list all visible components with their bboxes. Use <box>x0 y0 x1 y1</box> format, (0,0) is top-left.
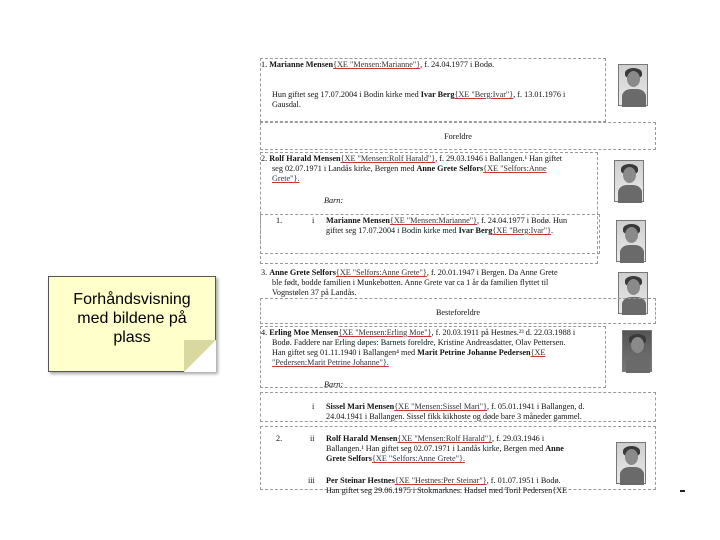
child-4-1-roman: i <box>312 402 315 411</box>
callout-line-1: Forhåndsvisning <box>73 291 191 308</box>
entry-3-number: 3. <box>261 268 268 277</box>
entry-2-marriage: seg 02.07.1971 i Landås kirke, Bergen med <box>272 164 417 173</box>
entry-1-marriage: Hun giftet seg 17.07.2004 i Bodin kirke med <box>272 90 421 99</box>
child-4-2-spouse-start: Anne <box>545 444 564 453</box>
entry-1-spouse: Ivar Berg <box>420 90 455 99</box>
child-4-3-birth: , f. 01.07.1951 i Bodø. <box>486 476 561 485</box>
entry-4-children-label: Barn: <box>324 380 344 389</box>
entry-3-birth: , f. 20.01.1947 i Bergen. Da Anne Grete <box>426 268 558 277</box>
child-4-2-birth: , f. 29.03.1946 i <box>492 434 545 443</box>
child-2-1-spouse: Ivar Berg <box>458 226 493 235</box>
child-4-1-line-2: 24.04.1941 i Ballangen. Sissel fikk kikhoste og døde bare 3 måneder gammel. <box>326 412 582 421</box>
entry-2-number: 2. <box>261 154 268 163</box>
portrait-photo-rolf-child <box>616 442 646 484</box>
child-2-1-end: . <box>551 226 554 235</box>
child-4-3-xe: {XE "Hestnes:Per Steinar"} <box>394 476 487 485</box>
entry-4-name: Erling Moe Mensen <box>269 328 339 337</box>
entry-3-xe: {XE "Selfors:Anne Grete"} <box>335 268 427 277</box>
entry-3-line-2: ble født, bodde familien i Munkebotten. Anne Grete var ca 1 år da familien flyttet til <box>272 278 549 287</box>
portrait-photo-marianne-child <box>616 220 646 262</box>
entry-2-name: Rolf Harald Mensen <box>269 154 341 163</box>
entry-1-birth: , f. 24.04.1977 i Bodø. <box>420 60 495 69</box>
child-4-2-xe: {XE "Mensen:Rolf Harald"} <box>397 434 493 443</box>
entry-1-spouse-birth: , f. 13.01.1976 i <box>513 90 566 99</box>
preview-callout-note <box>48 276 216 372</box>
section-heading-foreldre: Foreldre <box>444 132 472 141</box>
callout-line-3: plass <box>113 329 151 346</box>
entry-2-children-label: Barn: <box>324 196 344 205</box>
callout-folded-corner <box>184 340 216 372</box>
child-4-2-line-2: Ballangen.¹ Han giftet seg 02.07.1971 i Landås kirke, Bergen med <box>326 444 546 453</box>
portrait-photo-marianne <box>618 64 648 106</box>
child-4-1-birth: , f. 05.01.1941 i Ballangen, d. <box>487 402 585 411</box>
portrait-photo-erling <box>622 330 652 372</box>
callout-line-2: med bildene på <box>77 310 187 327</box>
entry-4-number: 4. <box>261 328 268 337</box>
entry-4-birth: , f. 20.03.1911 på Hestnes.²³ d. 22.03.1988 i <box>431 328 576 337</box>
entry-4-spouse-xe: {XE <box>530 348 546 357</box>
child-4-3-line-2: Han giftet seg 29.06.1975 i Stokmarknes. Hadsel med Toril Pedersen{XE <box>326 486 568 495</box>
child-4-2-roman: ii <box>310 434 315 443</box>
child-4-2-spouse-xe: {XE "Selfors:Anne Grete"}. <box>372 454 465 463</box>
entry-4-spouse: Marit Petrine Johanne Pedersen <box>417 348 531 357</box>
child-2-1-spouse-xe: {XE "Berg:Ivar"} <box>492 226 552 235</box>
child-2-1-birth: , f. 24.04.1977 i Bodø. Hun <box>476 216 568 225</box>
entry-1-spouse-xe: {XE "Berg:Ivar"} <box>454 90 514 99</box>
portrait-photo-rolf <box>614 160 644 202</box>
entry-4-xe: {XE "Mensen:Erling Moe"} <box>338 328 432 337</box>
entry-3-name: Anne Grete Selfors <box>269 268 336 277</box>
entry-2-xe: {XE "Mensen:Rolf Harald"} <box>340 154 436 163</box>
child-2-1-number: 1. <box>276 216 283 225</box>
entry-2-spouse-xe-end: Grete"}. <box>272 174 300 183</box>
entry-4-marriage: Han giftet seg 01.11.1940 i Ballangen⁴ med <box>272 348 418 357</box>
entry-2-spouse: Anne Grete Selfors <box>416 164 484 173</box>
document-page <box>258 50 688 495</box>
child-4-1-xe: {XE "Mensen:Sissel Mari"} <box>394 402 488 411</box>
child-4-2-spouse: Grete Selfors <box>326 454 372 463</box>
child-4-1-name: Sissel Mari Mensen <box>326 402 395 411</box>
entry-4-line-2: Bodø. Faddere nar Erling døpes: Barnets foreldre, Kristine Andreasdatter, Olav Pettersen. <box>272 338 566 347</box>
entry-3-line-3: Vognstølen 37 på Landås. <box>272 288 357 297</box>
entry-2-spouse-xe: {XE "Selfors:Anne <box>483 164 547 173</box>
child-4-3-roman: iii <box>308 476 315 485</box>
entry-4-spouse-xe-end: "Pedersen:Marit Petrine Johanne"}. <box>272 358 389 367</box>
child-2-1-marriage: giftet seg 17.07.2004 i Bodin kirke med <box>326 226 459 235</box>
child-2-1-name: Marianne Mensen <box>326 216 390 225</box>
entry-1-number: 1. <box>261 60 268 69</box>
child-4-3-name: Per Steinar Hestnes <box>326 476 395 485</box>
entry-1-place: Gausdal. <box>272 100 301 109</box>
child-4-2-name: Rolf Harald Mensen <box>326 434 398 443</box>
child-2-1-roman: i <box>312 216 315 225</box>
child-2-1-xe: {XE "Mensen:Marianne"} <box>389 216 477 225</box>
section-heading-besteforeldre: Besteforeldre <box>435 308 481 317</box>
entry-1-name: Marianne Mensen <box>269 60 334 69</box>
entry-2-birth: , f. 29.03.1946 i Ballangen.¹ Han giftet <box>435 154 563 163</box>
child-4-2-number: 2. <box>276 434 283 443</box>
entry-1-xe: {XE "Mensen:Marianne"} <box>333 60 421 69</box>
